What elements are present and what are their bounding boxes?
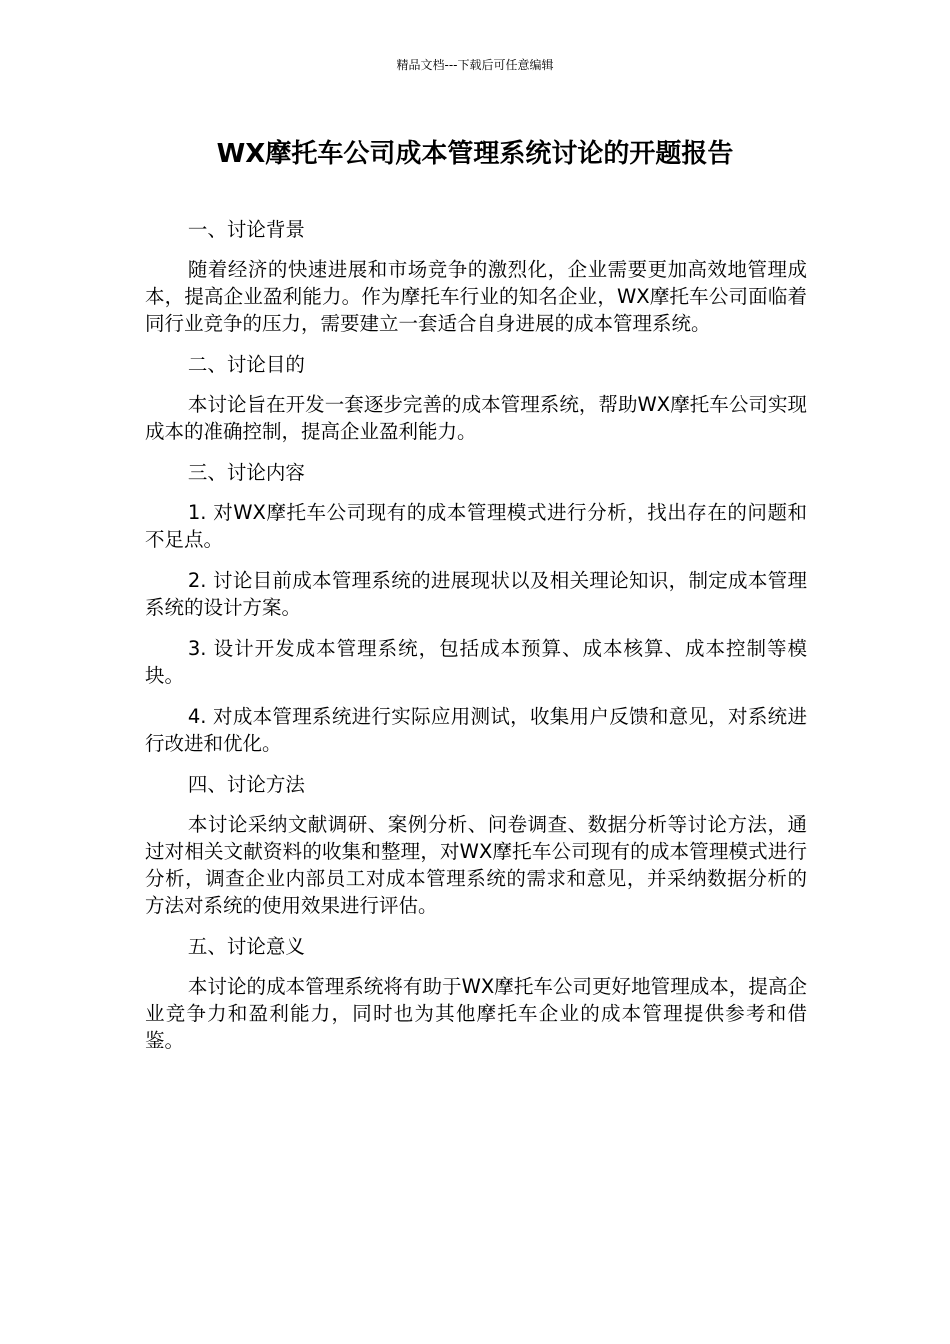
section-heading-methods: 四、讨论方法 [187, 773, 305, 796]
header-note: 精品文档---下载后可任意编辑 [396, 58, 554, 72]
section-paragraph: 本讨论旨在开发一套逐步完善的成本管理系统，帮助WX摩托车公司实现成本的准确控制，提高企业盈利能力。 [145, 393, 807, 443]
section-heading-purpose: 二、讨论目的 [187, 353, 305, 376]
section-heading-significance: 五、讨论意义 [187, 935, 305, 958]
section-heading-content: 三、讨论内容 [187, 461, 305, 484]
list-item: 3. 设计开发成本管理系统，包括成本预算、成本核算、成本控制等模块。 [145, 637, 807, 687]
document-body [145, 216, 807, 1068]
list-item: 2. 讨论目前成本管理系统的进展现状以及相关理论知识，制定成本管理系统的设计方案。 [145, 569, 807, 619]
document-title: WX摩托车公司成本管理系统讨论的开题报告 [216, 139, 734, 169]
list-item: 1. 对WX摩托车公司现有的成本管理模式进行分析，找出存在的问题和不足点。 [145, 501, 807, 551]
section-paragraph: 本讨论的成本管理系统将有助于WX摩托车公司更好地管理成本，提高企业竞争力和盈利能力，同时也为其他摩托车企业的成本管理提供参考和借鉴。 [145, 975, 807, 1052]
section-heading-background: 一、讨论背景 [187, 218, 305, 241]
section-paragraph: 本讨论采纳文献调研、案例分析、问卷调查、数据分析等讨论方法，通过对相关文献资料的收集和整理，对WX摩托车公司现有的成本管理模式进行分析，调查企业内部员工对成本管理系统的需求和意见，并采纳数据分析的方法对系统的使用效果进行评估。 [145, 813, 807, 917]
list-item: 4. 对成本管理系统进行实际应用测试，收集用户反馈和意见，对系统进行改进和优化。 [145, 705, 807, 755]
section-paragraph: 随着经济的快速进展和市场竞争的激烈化，企业需要更加高效地管理成本，提高企业盈利能力。作为摩托车行业的知名企业，WX摩托车公司面临着同行业竞争的压力，需要建立一套适合自身进展的成本管理系统。 [145, 258, 807, 335]
